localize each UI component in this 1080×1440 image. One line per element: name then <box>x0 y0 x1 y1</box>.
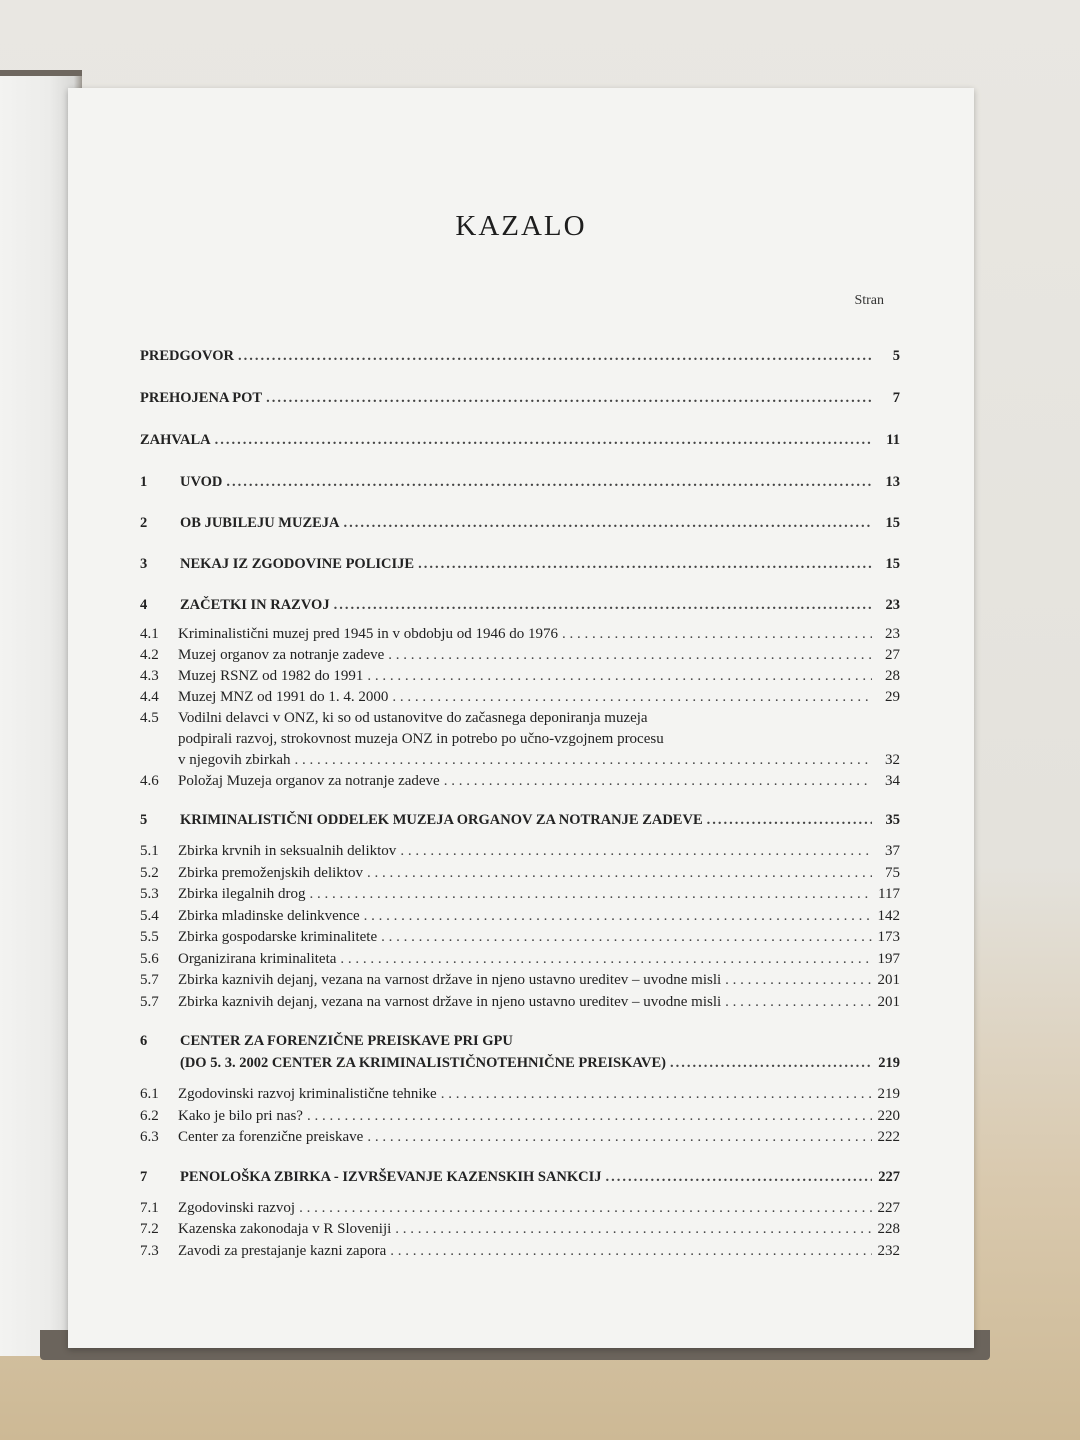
section-label: Zbirka kaznivih dejanj, vezana na varnost države in njeno ustavno ureditev – uvodne misli <box>178 993 722 1010</box>
toc-section: 5.4 Zbirka mladinske delinkvence . . . 142 <box>140 908 900 930</box>
toc-section: 6.1 Zgodovinski razvoj kriminalistične tehnike . . . 219 <box>140 1086 900 1108</box>
toc-section: 6.2 Kako je bilo pri nas? . . . 220 <box>140 1108 900 1130</box>
toc-section: 5.3 Zbirka ilegalnih drog . . . 117 <box>140 886 900 908</box>
toc-chapter: 5 KRIMINALISTIČNI ODDELEK MUZEJA ORGANOV ZA NOTRANJE ZADEVE ..... 35 <box>140 812 900 829</box>
toc-section: 4.2 Muzej organov za notranje zadeve . . . 27 <box>140 647 900 668</box>
section-page: 201 <box>877 993 900 1010</box>
section-number: 5.7 <box>140 993 159 1010</box>
toc-entry: PREHOJENA POT ..... 7 <box>140 390 900 407</box>
toc-section-continuation: v njegovih zbirkah . . . 32 <box>140 752 900 773</box>
toc-section: 4.4 Muzej MNZ od 1991 do 1. 4. 2000 . . . 29 <box>140 689 900 710</box>
toc-section: 7.2 Kazenska zakonodaja v R Sloveniji . . . 228 <box>140 1221 900 1243</box>
toc-chapter: 6 CENTER ZA FORENZIČNE PREISKAVE PRI GPU <box>140 1033 513 1049</box>
toc-section <box>140 994 900 1016</box>
table-of-contents <box>140 348 900 1264</box>
toc-section-continuation: podpirali razvoj, strokovnost muzeja ONZ in potrebo po učno-vzgojnem procesu <box>178 731 664 747</box>
toc-section: 7.3 Zavodi za prestajanje kazni zapora . . . 232 <box>140 1243 900 1265</box>
toc-section: 7.1 Zgodovinski razvoj . . . 227 <box>140 1200 900 1222</box>
toc-chapter: 7 PENOLOŠKA ZBIRKA - IZVRŠEVANJE KAZENSKIH SANKCIJ ..... 227 <box>140 1169 900 1186</box>
toc-chapter: 2 OB JUBILEJU MUZEJA ..... 15 <box>140 515 900 532</box>
toc-section: 5.1 Zbirka krvnih in seksualnih deliktov . . . 37 <box>140 843 900 865</box>
toc-section: 4.5 Vodilni delavci v ONZ, ki so od ustanovitve do začasnega deponiranja muzeja <box>140 710 648 726</box>
toc-section: 5.6 Organizirana kriminaliteta . . . 197 <box>140 951 900 973</box>
toc-entry: ZAHVALA ..... 11 <box>140 432 900 449</box>
toc-section: 5.2 Zbirka premoženjskih deliktov . . . 75 <box>140 865 900 887</box>
toc-section: 5.7 Zbirka kaznivih dejanj, vezana na varnost države in njeno ustavno ureditev – uvodne misli . . . 201 <box>140 972 900 994</box>
toc-section: 5.5 Zbirka gospodarske kriminalitete . . . 173 <box>140 929 900 951</box>
page-column-label: Stran <box>854 293 884 308</box>
toc-chapter: 1 UVOD ..... 13 <box>140 474 900 491</box>
toc-section: 4.1 Kriminalistični muzej pred 1945 in v obdobju od 1946 do 1976 . . . 23 <box>140 626 900 647</box>
toc-chapter: 3 NEKAJ IZ ZGODOVINE POLICIJE ..... 15 <box>140 556 900 573</box>
page-title: KAZALO <box>455 210 587 242</box>
toc-chapter-continuation: (DO 5. 3. 2002 CENTER ZA KRIMINALISTIČNOTEHNIČNE PREISKAVE) ..... 219 <box>140 1055 900 1072</box>
toc-chapter: 4 ZAČETKI IN RAZVOJ ..... 23 <box>140 597 900 614</box>
toc-section: 6.3 Center za forenzične preiskave . . . 222 <box>140 1129 900 1151</box>
book-page <box>68 88 974 1348</box>
toc-section: 4.6 Položaj Muzeja organov za notranje zadeve . . . 34 <box>140 773 900 794</box>
toc-section: 4.3 Muzej RSNZ od 1982 do 1991 . . . 28 <box>140 668 900 689</box>
toc-entry: PREDGOVOR ..... 5 <box>140 348 900 365</box>
